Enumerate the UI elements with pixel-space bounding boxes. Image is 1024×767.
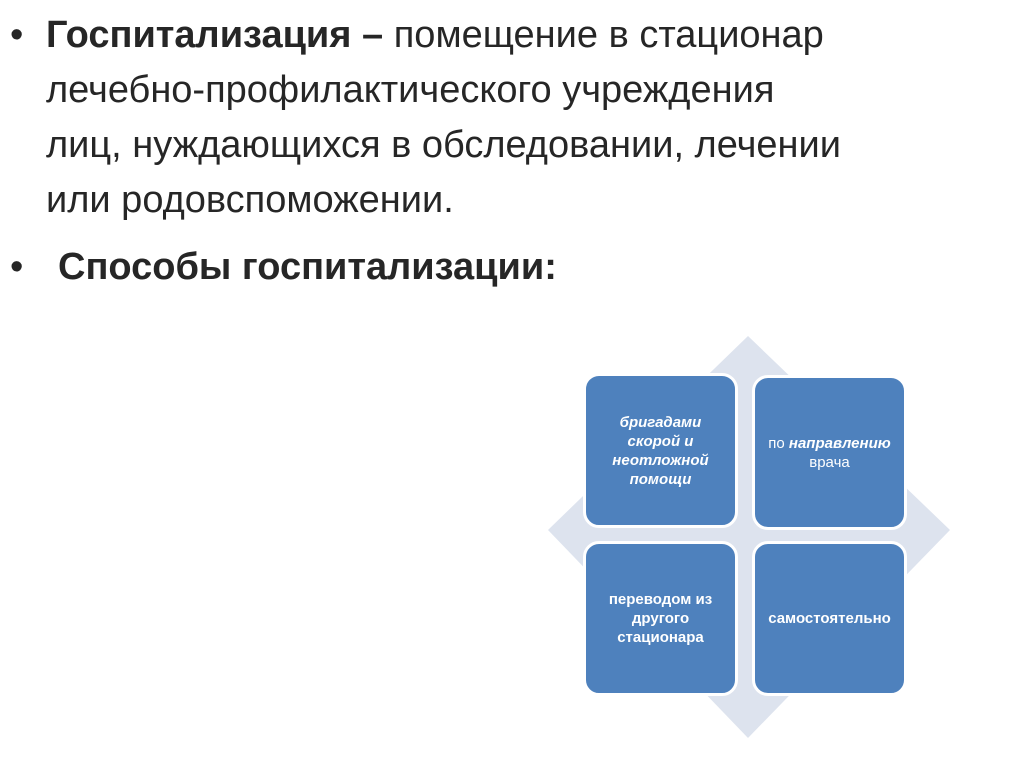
referral-part-2: направлению (788, 434, 891, 452)
methods-bullet (10, 240, 850, 295)
referral-part-3: врача (809, 453, 850, 471)
bullet-marker: • (10, 246, 24, 288)
definition-body: помещение в стационар лечебно-профилактического учреждения лиц, нуждающихся в обследовании, лечении или родовспоможении. (46, 14, 841, 221)
method-referral-box (752, 375, 907, 530)
definition-term: Госпитализация – (46, 14, 384, 56)
referral-part-1: по (768, 434, 789, 452)
method-transfer-label: переводом из другого стационара (608, 591, 713, 646)
definition-bullet (10, 8, 850, 228)
methods-heading: Способы госпитализации: (58, 246, 557, 288)
method-ambulance-box (583, 373, 738, 528)
definition-text (46, 8, 850, 228)
method-self-box (752, 541, 907, 696)
bullet-list (10, 8, 850, 295)
method-transfer-box (583, 541, 738, 696)
method-referral-label (768, 434, 890, 472)
bullet-marker: • (10, 14, 24, 56)
method-self-label: самостоятельно (768, 610, 891, 627)
hospitalization-methods-diagram (540, 328, 960, 748)
method-ambulance-label: бригадами скорой и неотложной помощи (612, 413, 709, 488)
